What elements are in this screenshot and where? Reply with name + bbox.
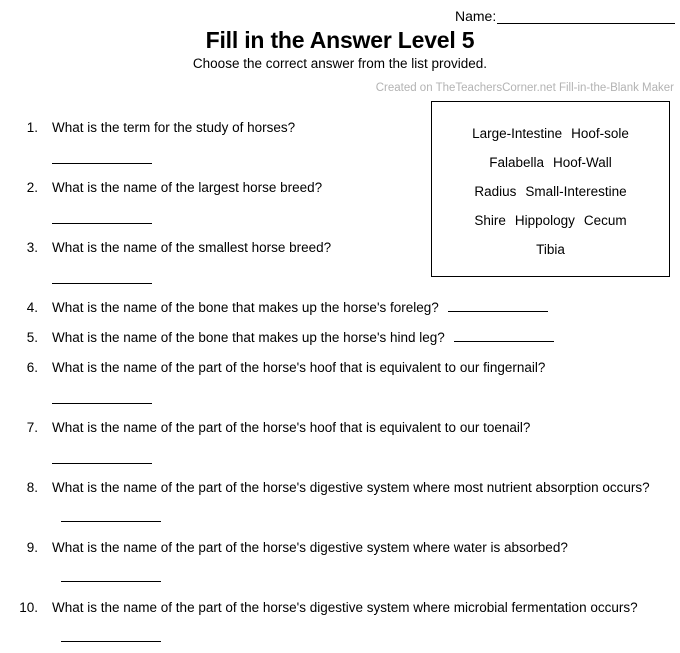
answer-blank[interactable] (454, 328, 554, 342)
question-text: What is the name of the part of the horse's hoof that is equivalent to our toenail? (52, 420, 531, 435)
question-item (0, 593, 680, 653)
answer-blank-row (0, 263, 680, 293)
question-number: 5. (26, 330, 38, 345)
word-bank-word[interactable]: Small-Interestine (525, 184, 627, 199)
word-bank-word[interactable]: Cecum (583, 213, 627, 228)
question-item (0, 533, 680, 593)
question-number: 10. (19, 600, 38, 615)
question-text: What is the name of the part of the horse's hoof that is equivalent to our fingernail? (52, 360, 546, 375)
word-bank-word[interactable]: Shire (474, 213, 506, 228)
word-bank-word[interactable]: Radius (474, 184, 517, 199)
question-text: What is the name of the part of the horse's digestive system where most nutrient absorption occurs? (52, 480, 650, 495)
answer-blank[interactable] (61, 508, 161, 522)
question-item (0, 473, 680, 533)
answer-blank[interactable] (52, 203, 152, 224)
question-text: What is the name of the part of the horse's digestive system where water is absorbed? (52, 540, 568, 555)
question-text: What is the name of the smallest horse breed? (52, 240, 332, 255)
answer-blank-row (0, 203, 680, 233)
word-bank-word[interactable]: Hippology (514, 213, 575, 228)
question-item (0, 413, 680, 443)
question-number: 7. (26, 420, 38, 435)
question-number: 1. (26, 120, 38, 135)
answer-blank[interactable] (61, 628, 161, 642)
word-bank-word[interactable]: Tibia (536, 242, 565, 257)
question-item (0, 293, 680, 323)
answer-blank[interactable] (52, 443, 152, 464)
name-write-in-line[interactable] (497, 9, 675, 24)
word-bank-word[interactable]: Hoof-Wall (553, 155, 612, 170)
question-number: 3. (26, 240, 38, 255)
name-field-row (455, 8, 675, 24)
question-text: What is the name of the part of the horse's digestive system where microbial fermentation occurs? (52, 600, 638, 615)
answer-blank[interactable] (52, 263, 152, 284)
answer-blank[interactable] (448, 298, 548, 312)
question-item (0, 173, 680, 203)
question-item (0, 323, 680, 353)
answer-blank-row (0, 143, 680, 173)
question-number: 6. (26, 360, 38, 375)
instructions-text: Choose the correct answer from the list provided. (192, 56, 488, 71)
name-label: Name: (455, 8, 497, 24)
page-title: Fill in the Answer Level 5 (205, 27, 475, 53)
credit-line: Created on TheTeachersCorner.net Fill-in-the-Blank Maker (375, 82, 674, 94)
question-text: What is the name of the bone that makes up the horse's foreleg? (52, 300, 439, 315)
question-number: 4. (26, 300, 38, 315)
word-bank-word[interactable]: Falabella (489, 155, 545, 170)
question-text: What is the name of the bone that makes up the horse's hind leg? (52, 330, 445, 345)
question-number: 2. (26, 180, 38, 195)
answer-blank[interactable] (52, 383, 152, 404)
question-item (0, 353, 680, 383)
question-text: What is the name of the largest horse breed? (52, 180, 323, 195)
question-number: 9. (26, 540, 38, 555)
answer-blank[interactable] (61, 568, 161, 582)
word-bank-word[interactable]: Hoof-sole (571, 126, 629, 141)
word-bank-word[interactable]: Large-Intestine (472, 126, 563, 141)
question-text: What is the term for the study of horses? (52, 120, 296, 135)
question-item (0, 113, 680, 143)
question-number: 8. (26, 480, 38, 495)
answer-blank-row (0, 383, 680, 413)
answer-blank-row (0, 443, 680, 473)
answer-blank[interactable] (52, 143, 152, 164)
question-list (0, 113, 680, 653)
title-block (0, 27, 680, 73)
question-item (0, 233, 680, 263)
